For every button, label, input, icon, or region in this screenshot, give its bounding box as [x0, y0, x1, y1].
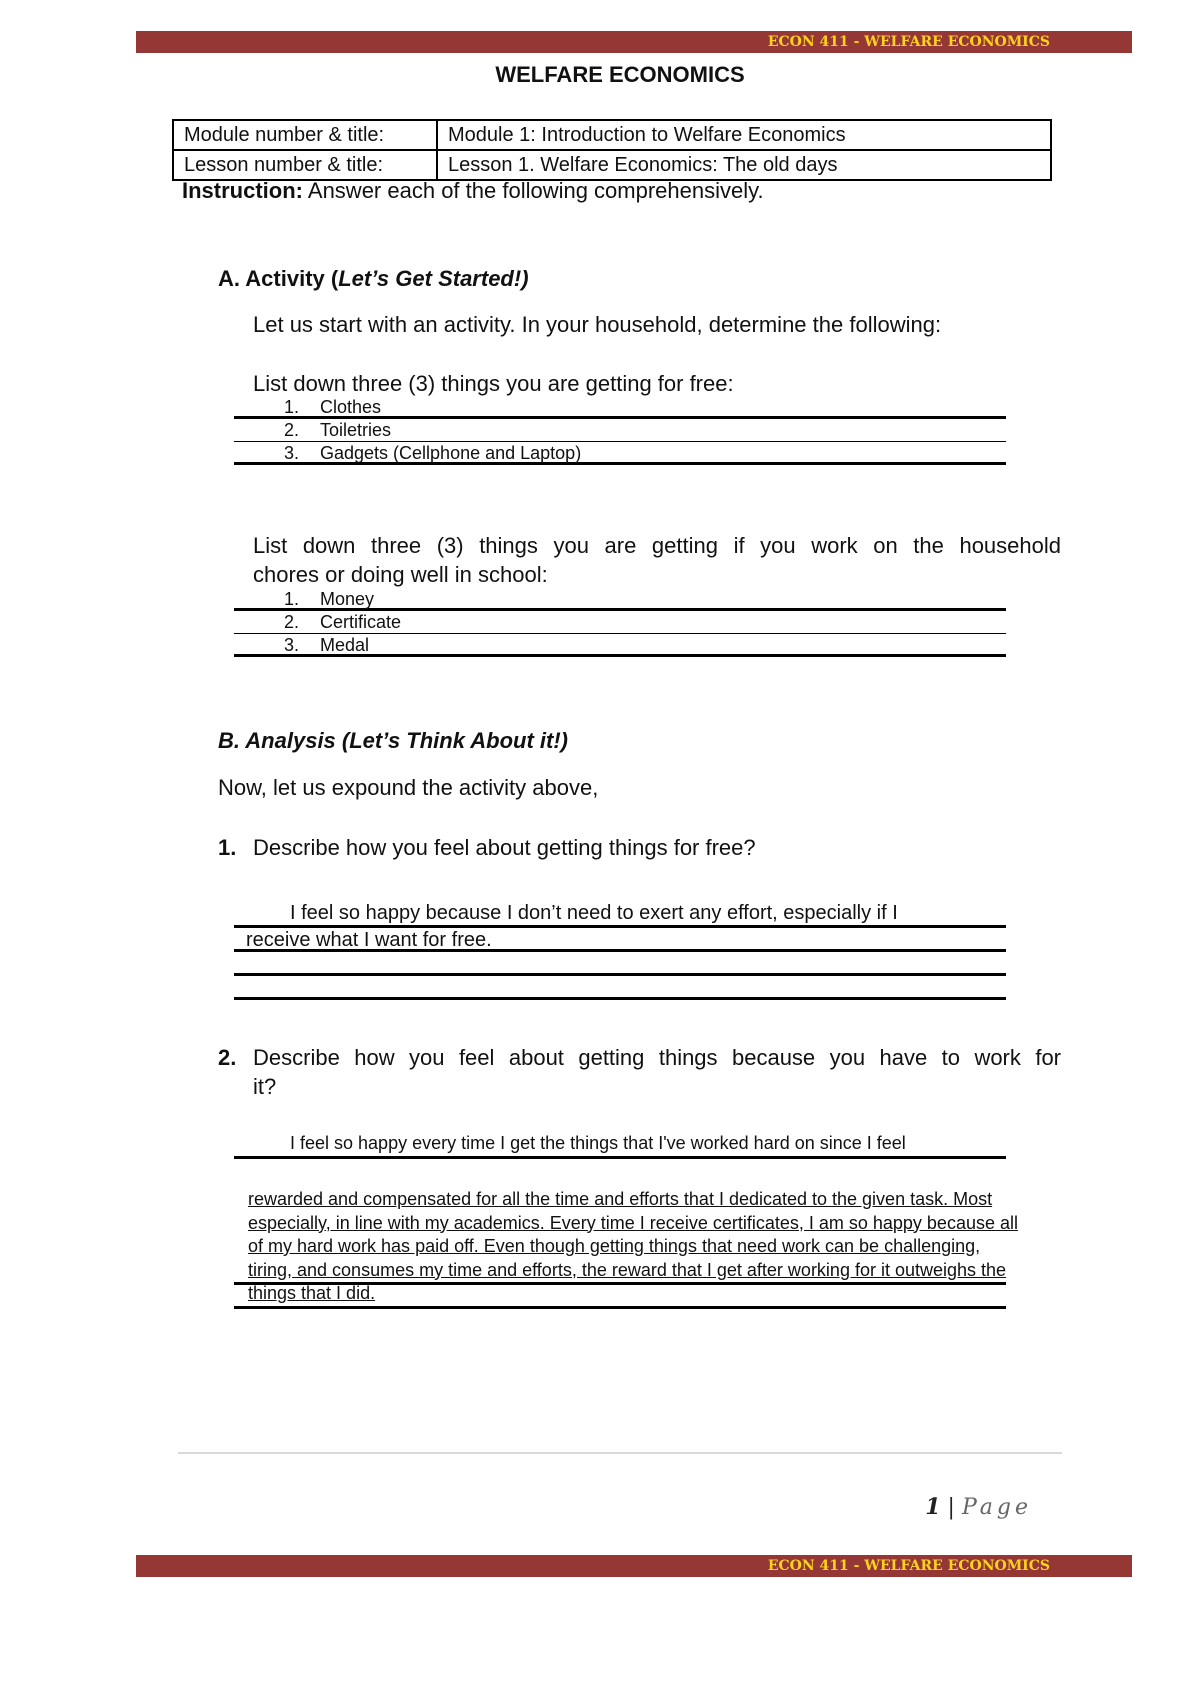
page-number: [925, 1494, 1032, 1520]
analysis-heading-italic: (Let’s Think About it!): [341, 728, 568, 753]
list-text: Money: [320, 589, 375, 609]
instruction-label: Instruction:: [182, 178, 303, 203]
header-banner: ECON 411 - WELFARE ECONOMICS: [136, 31, 1132, 53]
module-info-table: [172, 119, 1052, 181]
list-number: 1.: [284, 397, 300, 417]
page-number-label: Page: [961, 1495, 1032, 1520]
lesson-label: Lesson number & title:: [173, 150, 437, 180]
analysis-intro: Now, let us expound the activity above,: [218, 775, 599, 800]
list-text: Clothes: [320, 397, 382, 417]
work-items-prompt-line2: chores or doing well in school:: [253, 562, 548, 587]
list-text: Toiletries: [320, 420, 392, 440]
answer-2-line1: I feel so happy every time I get the things that I've worked hard on since I feel: [290, 1133, 906, 1153]
document-title: WELFARE ECONOMICS: [495, 62, 745, 87]
answer-line: [234, 949, 1006, 952]
answer-1-line1: I feel so happy because I don’t need to exert any effort, especially if I: [290, 902, 898, 924]
list-item: [234, 635, 1006, 657]
list-number: 3.: [284, 443, 300, 463]
module-value: Module 1: Introduction to Welfare Economics: [437, 120, 1051, 150]
list-number: 2.: [284, 420, 300, 440]
list-item: [234, 589, 1006, 611]
footer-divider: [178, 1452, 1062, 1454]
lesson-value: Lesson 1. Welfare Economics: The old days: [437, 150, 1051, 180]
answer-2-paragraph: rewarded and compensated for all the time and efforts that I dedicated to the given task. Most especially, in line with my academics. Every time I receive certificates, I am so happy because all of my hard work has paid off. Even though getting things that need work can be challenging, tiring, and consumes my time and efforts, the reward that I get after working for it outweighs the things that I did.: [248, 1189, 1018, 1303]
table-row: [173, 120, 1051, 150]
instruction-text: Answer each of the following comprehensively.: [303, 178, 764, 203]
list-text: Medal: [320, 635, 370, 655]
activity-intro: Let us start with an activity. In your household, determine the following:: [253, 312, 942, 337]
footer-banner: ECON 411 - WELFARE ECONOMICS: [136, 1555, 1132, 1577]
answer-1-line2: receive what I want for free.: [246, 929, 492, 951]
answer-line: [234, 1156, 1006, 1159]
list-number: 1.: [284, 589, 300, 609]
list-item: [234, 443, 1006, 465]
answer-line: [234, 925, 1006, 928]
work-items-prompt-line1: List down three (3) things you are getting if you work on the household: [253, 533, 1061, 558]
question-2-number: 2.: [218, 1045, 237, 1070]
table-row: [173, 150, 1051, 180]
page-number-separator: |: [940, 1495, 962, 1520]
question-2-text-line1: Describe how you feel about getting things because you have to work for: [253, 1045, 1061, 1070]
answer-line: [234, 997, 1006, 1000]
instruction: [182, 178, 764, 204]
list-item: [234, 397, 1006, 419]
answer-line: [234, 1282, 1006, 1285]
answer-line: [234, 973, 1006, 976]
analysis-heading: [218, 728, 568, 754]
page-number-value: 1: [925, 1494, 941, 1520]
list-item: [234, 612, 1006, 634]
list-text: Certificate: [320, 612, 402, 632]
question-2-text-line2: it?: [253, 1074, 277, 1099]
activity-heading-prefix: A. Activity (: [218, 266, 339, 291]
free-items-prompt: List down three (3) things you are getting for free:: [253, 371, 734, 396]
answer-line: [234, 1306, 1006, 1309]
list-number: 3.: [284, 635, 300, 655]
list-text: Gadgets (Cellphone and Laptop): [320, 443, 582, 463]
activity-heading-italic: Let’s Get Started!): [338, 266, 529, 291]
analysis-heading-prefix: B. Analysis: [218, 728, 342, 753]
list-number: 2.: [284, 612, 300, 632]
question-1-number: 1.: [218, 835, 237, 860]
module-label: Module number & title:: [173, 120, 437, 150]
question-1-text: Describe how you feel about getting things for free?: [253, 835, 756, 860]
activity-heading: [218, 266, 529, 292]
list-item: [234, 420, 1006, 442]
